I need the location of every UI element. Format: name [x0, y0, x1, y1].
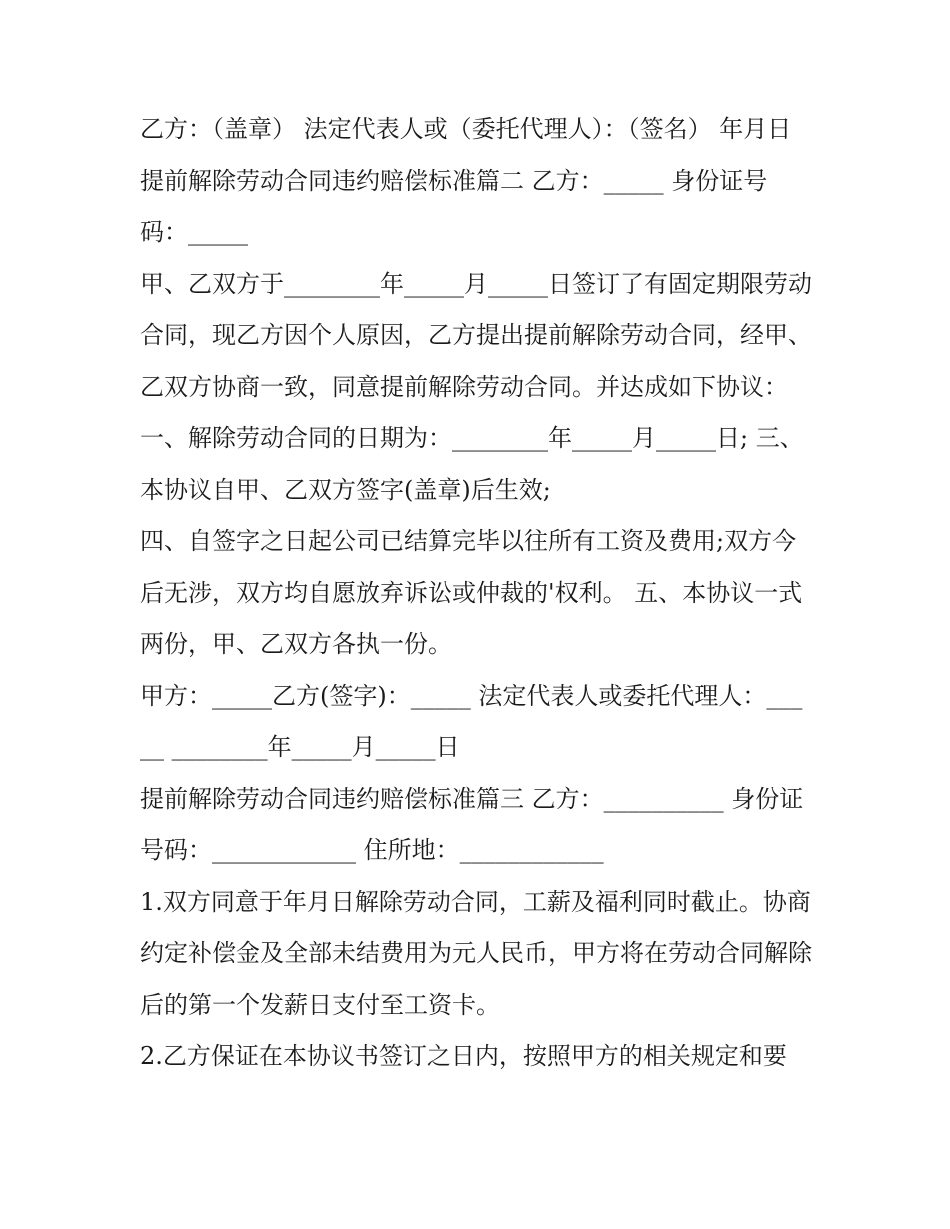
paragraph-clause-termination-date: 一、解除劳动合同的日期为：________年_____月_____日; 三、本协议自甲、乙双方签字(盖章)后生效;	[140, 424, 804, 504]
document-body	[140, 104, 812, 1083]
paragraph-party-b-signature: 乙方：（盖章） 法定代表人或（委托代理人）：（签名） 年月日 提前解除劳动合同违约赔偿标准篇二 乙方：_____ 身份证号码：_____	[140, 115, 792, 246]
paragraph-signatures: 甲方：_____乙方(签字)：_____ 法定代表人或委托代理人：_____ ________年_____月_____日	[140, 681, 803, 761]
paragraph-section-three-header: 提前解除劳动合同违约赔偿标准篇三 乙方：__________ 身份证号码：____________ 住所地：____________	[140, 784, 804, 864]
paragraph-agreement-intro: 甲、乙双方于________年_____月_____日签订了有固定期限劳动合同，现乙方因个人原因，乙方提出提前解除劳动合同，经甲、乙双方协商一致，同意提前解除劳动合同。并达成如下协议：	[140, 269, 812, 401]
paragraph-item-one: 1.双方同意于年月日解除劳动合同，工薪及福利同时截止。协商约定补偿金及全部未结费用为元人民币，甲方将在劳动合同解除后的第一个发薪日支付至工资卡。	[140, 887, 812, 1019]
paragraph-item-two: 2.乙方保证在本协议书签订之日内，按照甲方的相关规定和要	[140, 1042, 787, 1070]
paragraph-clause-four-five: 四、自签字之日起公司已结算完毕以往所有工资及费用;双方今后无涉，双方均自愿放弃诉讼或仲裁的'权利。 五、本协议一式两份，甲、乙双方各执一份。	[140, 527, 803, 658]
